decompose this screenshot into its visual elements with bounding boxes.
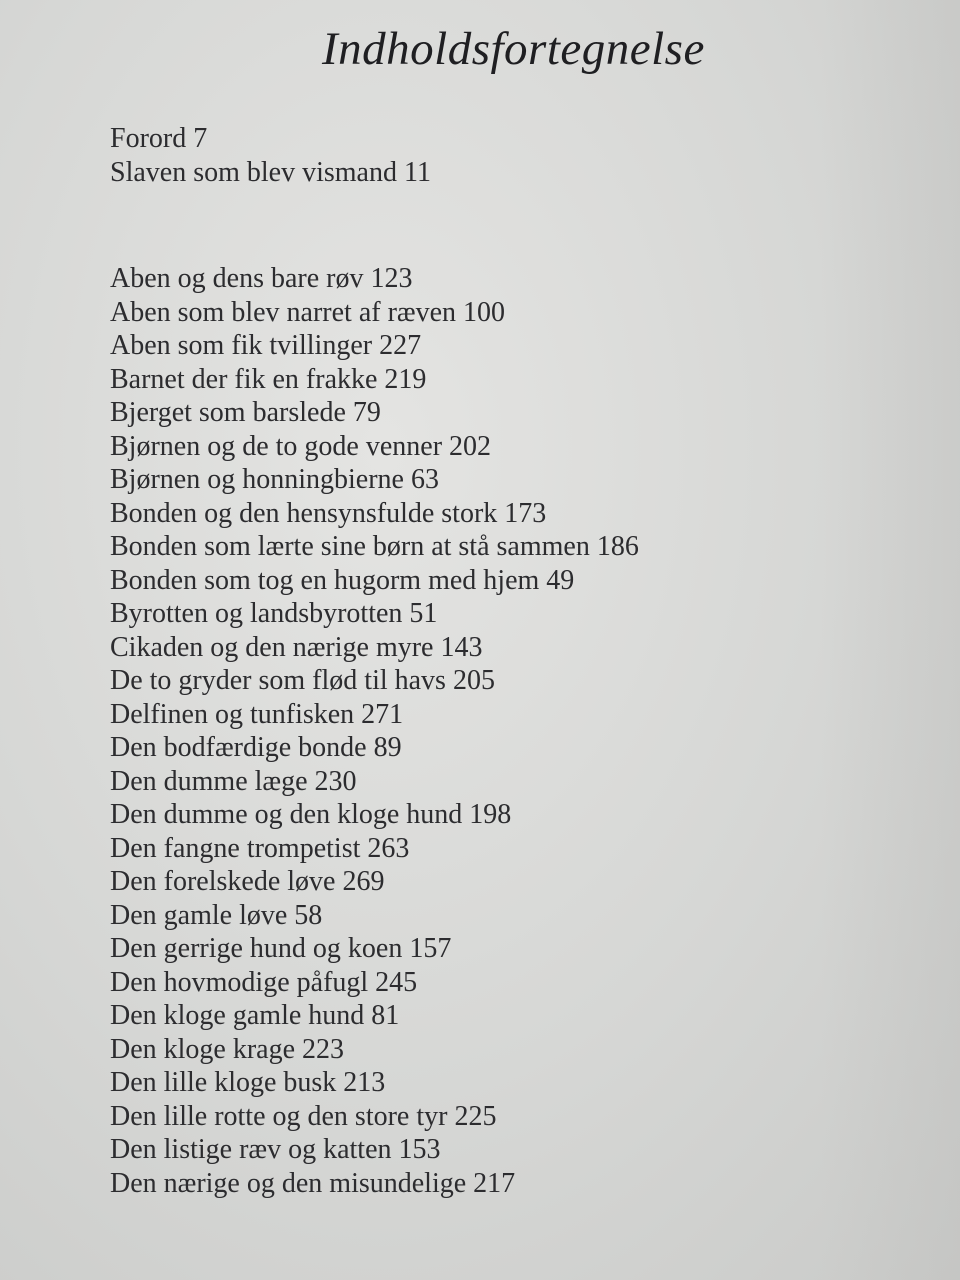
entry-page-number: 143: [440, 631, 483, 663]
entry-page-number: 79: [352, 397, 381, 428]
toc-entry: [110, 530, 639, 564]
entry-page-number: 153: [398, 1134, 441, 1165]
entry-page-number: 173: [504, 497, 547, 529]
entry-title: Den lille rotte og den store tyr: [110, 1100, 448, 1132]
toc-entry: [110, 396, 639, 430]
entry-title: Delfinen og tunfisken: [110, 698, 355, 730]
toc-entry: [110, 999, 639, 1033]
entry-title: Forord: [110, 123, 187, 154]
toc-entry: [110, 899, 639, 933]
page-title: Indholdsfortegnelse: [322, 23, 705, 75]
toc-entry: [110, 798, 639, 832]
entry-title: Den gamle løve: [110, 899, 288, 931]
entry-page-number: 217: [473, 1167, 516, 1199]
entry-title: Bonden som lærte sine børn at stå sammen: [110, 531, 590, 562]
entry-title: Bjørnen og de to gode venner: [110, 430, 443, 462]
toc-entry: [110, 1133, 639, 1167]
entry-page-number: 63: [410, 464, 439, 495]
entry-title: Den dumme og den kloge hund: [110, 799, 463, 830]
entry-title: Byrotten og landsbyrotten: [110, 598, 403, 629]
toc-entry: [110, 832, 639, 866]
toc-entry: [110, 865, 639, 899]
toc-entry: [110, 664, 639, 698]
entry-title: Bjerget som barslede: [110, 397, 346, 428]
toc-entry: [110, 731, 639, 765]
toc-entry: [110, 698, 639, 732]
entry-title: Aben og dens bare røv: [110, 263, 364, 294]
toc-list: [110, 262, 639, 1200]
entry-page-number: 263: [367, 832, 410, 864]
entry-title: Den lille kloge busk: [110, 1067, 337, 1098]
entry-page-number: 100: [463, 296, 505, 328]
entry-title: Bonden som tog en hugorm med hjem: [110, 564, 540, 596]
entry-page-number: 225: [454, 1100, 497, 1132]
page-shading: [820, 0, 960, 1280]
entry-title: Den bodfærdige bonde: [110, 732, 367, 763]
toc-entry: [110, 765, 639, 799]
toc-entry: [110, 156, 431, 190]
entry-page-number: 198: [469, 799, 512, 830]
toc-entry: [110, 363, 639, 397]
toc-entry: [110, 329, 639, 363]
entry-title: Cikaden og den nærige myre: [110, 631, 434, 663]
entry-title: Den fangne trompetist: [110, 832, 361, 864]
entry-title: Den nærige og den misundelige: [110, 1167, 467, 1199]
entry-title: Den kloge krage: [110, 1033, 296, 1065]
entry-page-number: 11: [403, 157, 431, 188]
entry-title: Den listige ræv og katten: [110, 1134, 392, 1165]
toc-entry: [110, 430, 639, 464]
entry-page-number: 223: [302, 1033, 345, 1065]
entry-title: Den dumme læge: [110, 765, 308, 797]
toc-entry: [110, 564, 639, 598]
entry-page-number: 230: [314, 765, 357, 797]
toc-entry: [110, 1066, 639, 1100]
entry-title: Den gerrige hund og koen: [110, 933, 403, 964]
toc-entry: [110, 122, 431, 156]
entry-page-number: 157: [409, 933, 452, 964]
entry-title: Den kloge gamle hund: [110, 1000, 365, 1031]
entry-page-number: 81: [371, 1000, 400, 1031]
entry-title: De to gryder som flød til havs: [110, 665, 446, 696]
toc-entry: [110, 1100, 639, 1134]
entry-page-number: 7: [193, 123, 208, 154]
entry-title: Bonden og den hensynsfulde stork: [110, 497, 498, 529]
entry-page-number: 51: [409, 598, 438, 629]
entry-page-number: 213: [343, 1067, 386, 1098]
entry-page-number: 219: [384, 363, 427, 395]
entry-title: Barnet der fik en frakke: [110, 363, 378, 395]
entry-title: Aben som blev narret af ræven: [110, 296, 456, 328]
toc-entry: [110, 597, 639, 631]
toc-entry: [110, 631, 639, 665]
entry-title: Slaven som blev vismand: [110, 157, 397, 188]
toc-entry: [110, 966, 639, 1000]
entry-page-number: 271: [361, 698, 404, 730]
entry-page-number: 227: [379, 330, 422, 361]
entry-page-number: 49: [546, 564, 575, 596]
entry-title: Den hovmodige påfugl: [110, 966, 369, 998]
entry-page-number: 89: [373, 732, 402, 763]
entry-title: Den forelskede løve: [110, 866, 336, 897]
entry-title: Aben som fik tvillinger: [110, 330, 373, 361]
toc-entry: [110, 932, 639, 966]
entry-title: Bjørnen og honningbierne: [110, 464, 404, 495]
toc-entry: [110, 1167, 639, 1201]
toc-entry: [110, 1033, 639, 1067]
intro-list: [110, 122, 431, 190]
entry-page-number: 245: [375, 966, 418, 998]
toc-entry: [110, 497, 639, 531]
entry-page-number: 186: [596, 531, 639, 562]
toc-entry: [110, 296, 639, 330]
entry-page-number: 202: [449, 430, 492, 462]
entry-page-number: 123: [370, 263, 413, 294]
toc-entry: [110, 463, 639, 497]
entry-page-number: 58: [294, 899, 323, 931]
entry-page-number: 269: [342, 866, 385, 897]
toc-entry: [110, 262, 639, 296]
entry-page-number: 205: [452, 665, 495, 696]
